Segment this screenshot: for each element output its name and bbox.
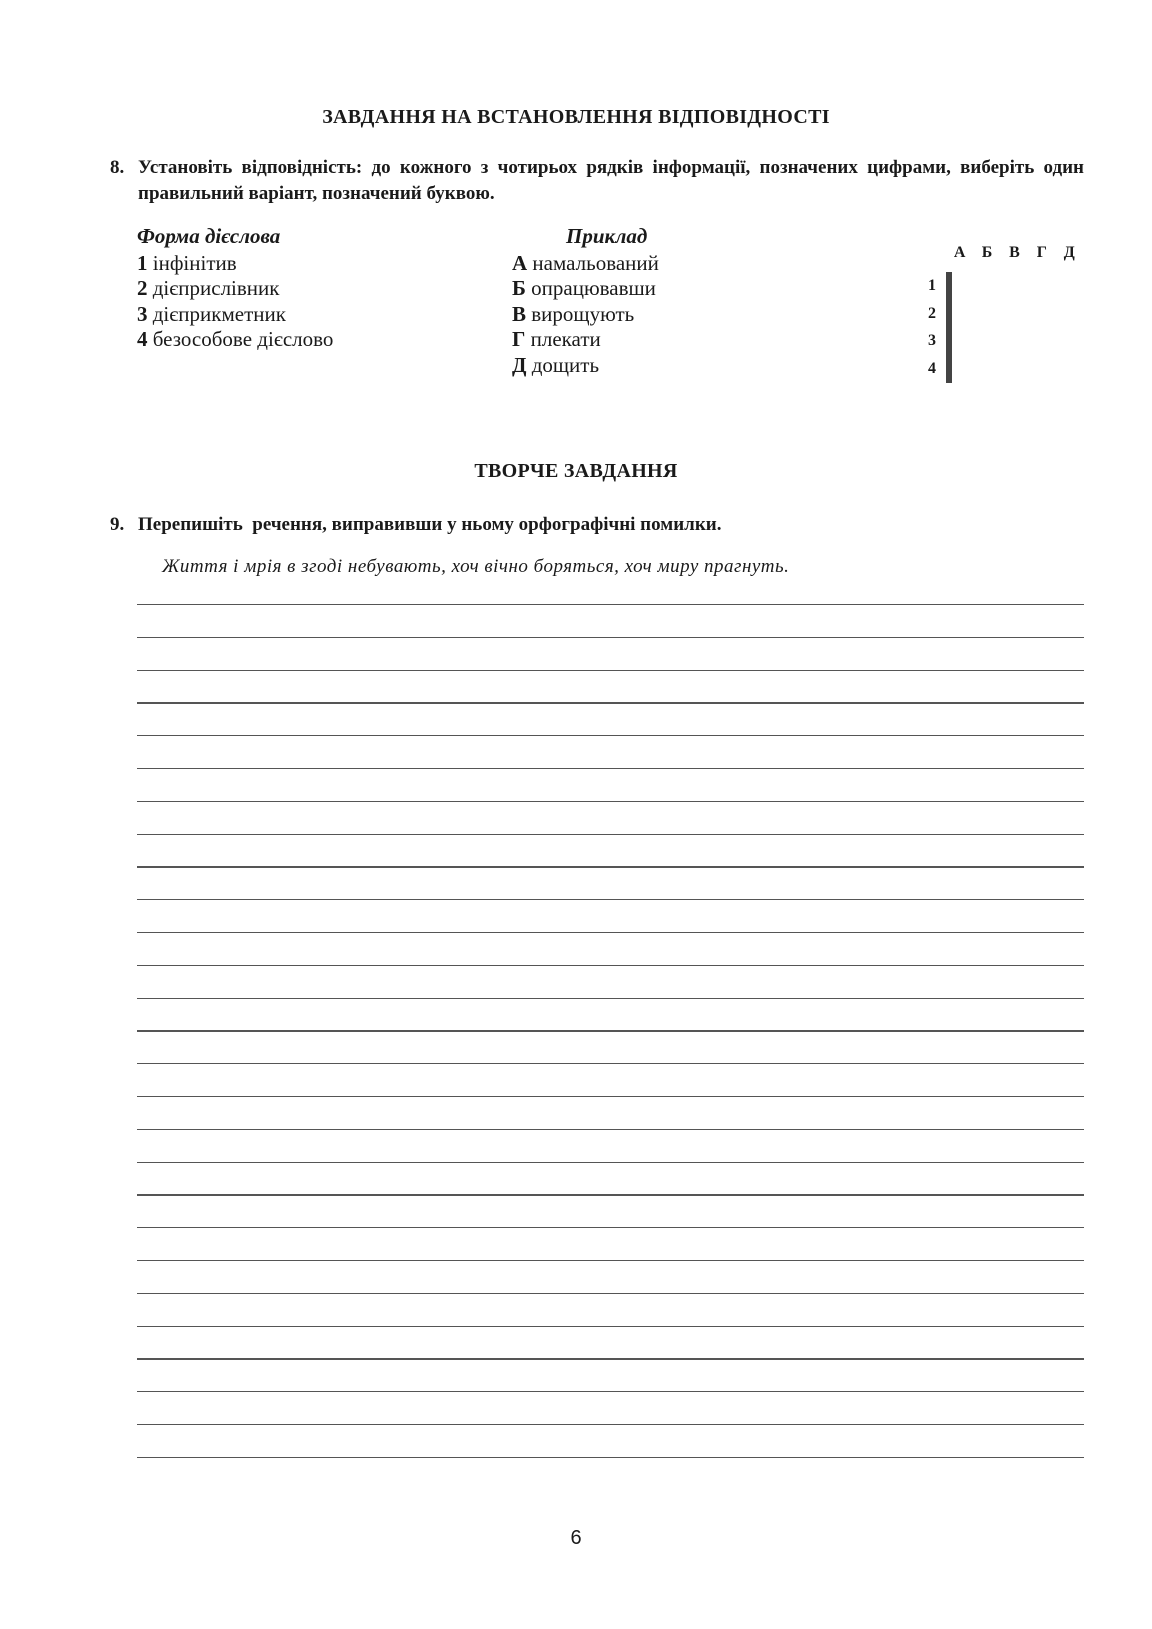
writing-line[interactable]: [137, 1129, 1084, 1130]
grid-row: [947, 355, 952, 382]
writing-line[interactable]: [137, 899, 1084, 900]
grid-row: [947, 327, 952, 354]
task-9-sentence: Життя і мрія в згоді небувають, хоч вічно боряться, хоч миру прагнуть.: [162, 556, 790, 577]
section-title-creative: ТВОРЧЕ ЗАВДАННЯ: [474, 460, 678, 482]
grid-column-label: А: [953, 244, 966, 261]
example-item: Б опрацювавши: [512, 276, 656, 300]
writing-line[interactable]: [137, 1227, 1084, 1228]
page-number: 6: [570, 1527, 582, 1549]
examples-column: [512, 224, 659, 378]
writing-line[interactable]: [137, 1063, 1084, 1064]
writing-line[interactable]: [137, 1096, 1084, 1097]
writing-line[interactable]: [137, 735, 1084, 736]
writing-line[interactable]: [137, 768, 1084, 769]
grid-column-label: Г: [1036, 244, 1047, 261]
verb-form-item: 2 дієприслівник: [137, 276, 280, 300]
task-9-number: 9.: [110, 514, 125, 535]
grid-row-label: 4: [928, 359, 936, 377]
writing-line[interactable]: [137, 866, 1084, 867]
example-item: В вирощують: [512, 301, 635, 326]
examples-header: Приклад: [566, 224, 648, 248]
writing-line[interactable]: [137, 1457, 1084, 1458]
writing-line[interactable]: [137, 702, 1084, 703]
writing-line[interactable]: [137, 604, 1084, 605]
task-8-number: 8.: [110, 157, 125, 178]
writing-line[interactable]: [137, 1260, 1084, 1261]
grid-row-label: 2: [928, 304, 936, 322]
answer-grid-row-labels: [920, 272, 936, 382]
writing-lines[interactable]: [137, 604, 1084, 1490]
grid-row: [947, 273, 952, 300]
grid-cell[interactable]: [951, 300, 952, 327]
example-item: А намальований: [512, 250, 659, 275]
writing-line[interactable]: [137, 637, 1084, 638]
grid-column-label: В: [1009, 244, 1020, 261]
grid-cell[interactable]: [951, 273, 952, 300]
grid-column-label: Б: [981, 244, 993, 261]
writing-line[interactable]: [137, 965, 1084, 966]
example-item: Д дощить: [512, 352, 600, 377]
writing-line[interactable]: [137, 1424, 1084, 1425]
writing-line[interactable]: [137, 1293, 1084, 1294]
example-item: Г плекати: [512, 327, 601, 351]
task-9-instruction: Перепишіть речення, виправивши у ньому орфографічні помилки.: [138, 514, 722, 535]
writing-line[interactable]: [137, 1162, 1084, 1163]
verb-form-item: 4 безособове дієслово: [137, 327, 334, 351]
verb-form-item: 1 інфінітив: [137, 250, 237, 275]
grid-row: [947, 300, 952, 327]
section-title-matching: ЗАВДАННЯ НА ВСТАНОВЛЕННЯ ВІДПОВІДНОСТІ: [322, 106, 830, 128]
verb-form-item: 3 дієприкметник: [137, 301, 286, 326]
answer-grid-cells: [946, 272, 952, 383]
grid-row-label: 1: [928, 277, 936, 294]
writing-line[interactable]: [137, 1391, 1084, 1392]
task-9: [110, 512, 1084, 538]
verb-forms-column: [137, 224, 333, 353]
answer-grid-column-labels: [946, 244, 1083, 262]
writing-line[interactable]: [137, 1194, 1084, 1195]
writing-line[interactable]: [137, 1326, 1084, 1327]
writing-line[interactable]: [137, 932, 1084, 933]
writing-line[interactable]: [137, 1030, 1084, 1031]
writing-line[interactable]: [137, 834, 1084, 835]
writing-line[interactable]: [137, 998, 1084, 999]
writing-line[interactable]: [137, 1358, 1084, 1359]
grid-cell[interactable]: [951, 327, 952, 354]
writing-line[interactable]: [137, 801, 1084, 802]
task-8-instruction: Установіть відповідність: до кожного з чотирьох рядків інформації, позначених цифрами, виберіть один правильний варіант, позначений буквою.: [138, 157, 1084, 204]
writing-line[interactable]: [137, 670, 1084, 671]
verb-forms-header: Форма дієслова: [137, 224, 281, 248]
grid-row-label: 3: [928, 332, 936, 349]
grid-cell[interactable]: [951, 355, 952, 382]
task-8: [110, 155, 1084, 207]
grid-column-label: Д: [1063, 244, 1075, 261]
